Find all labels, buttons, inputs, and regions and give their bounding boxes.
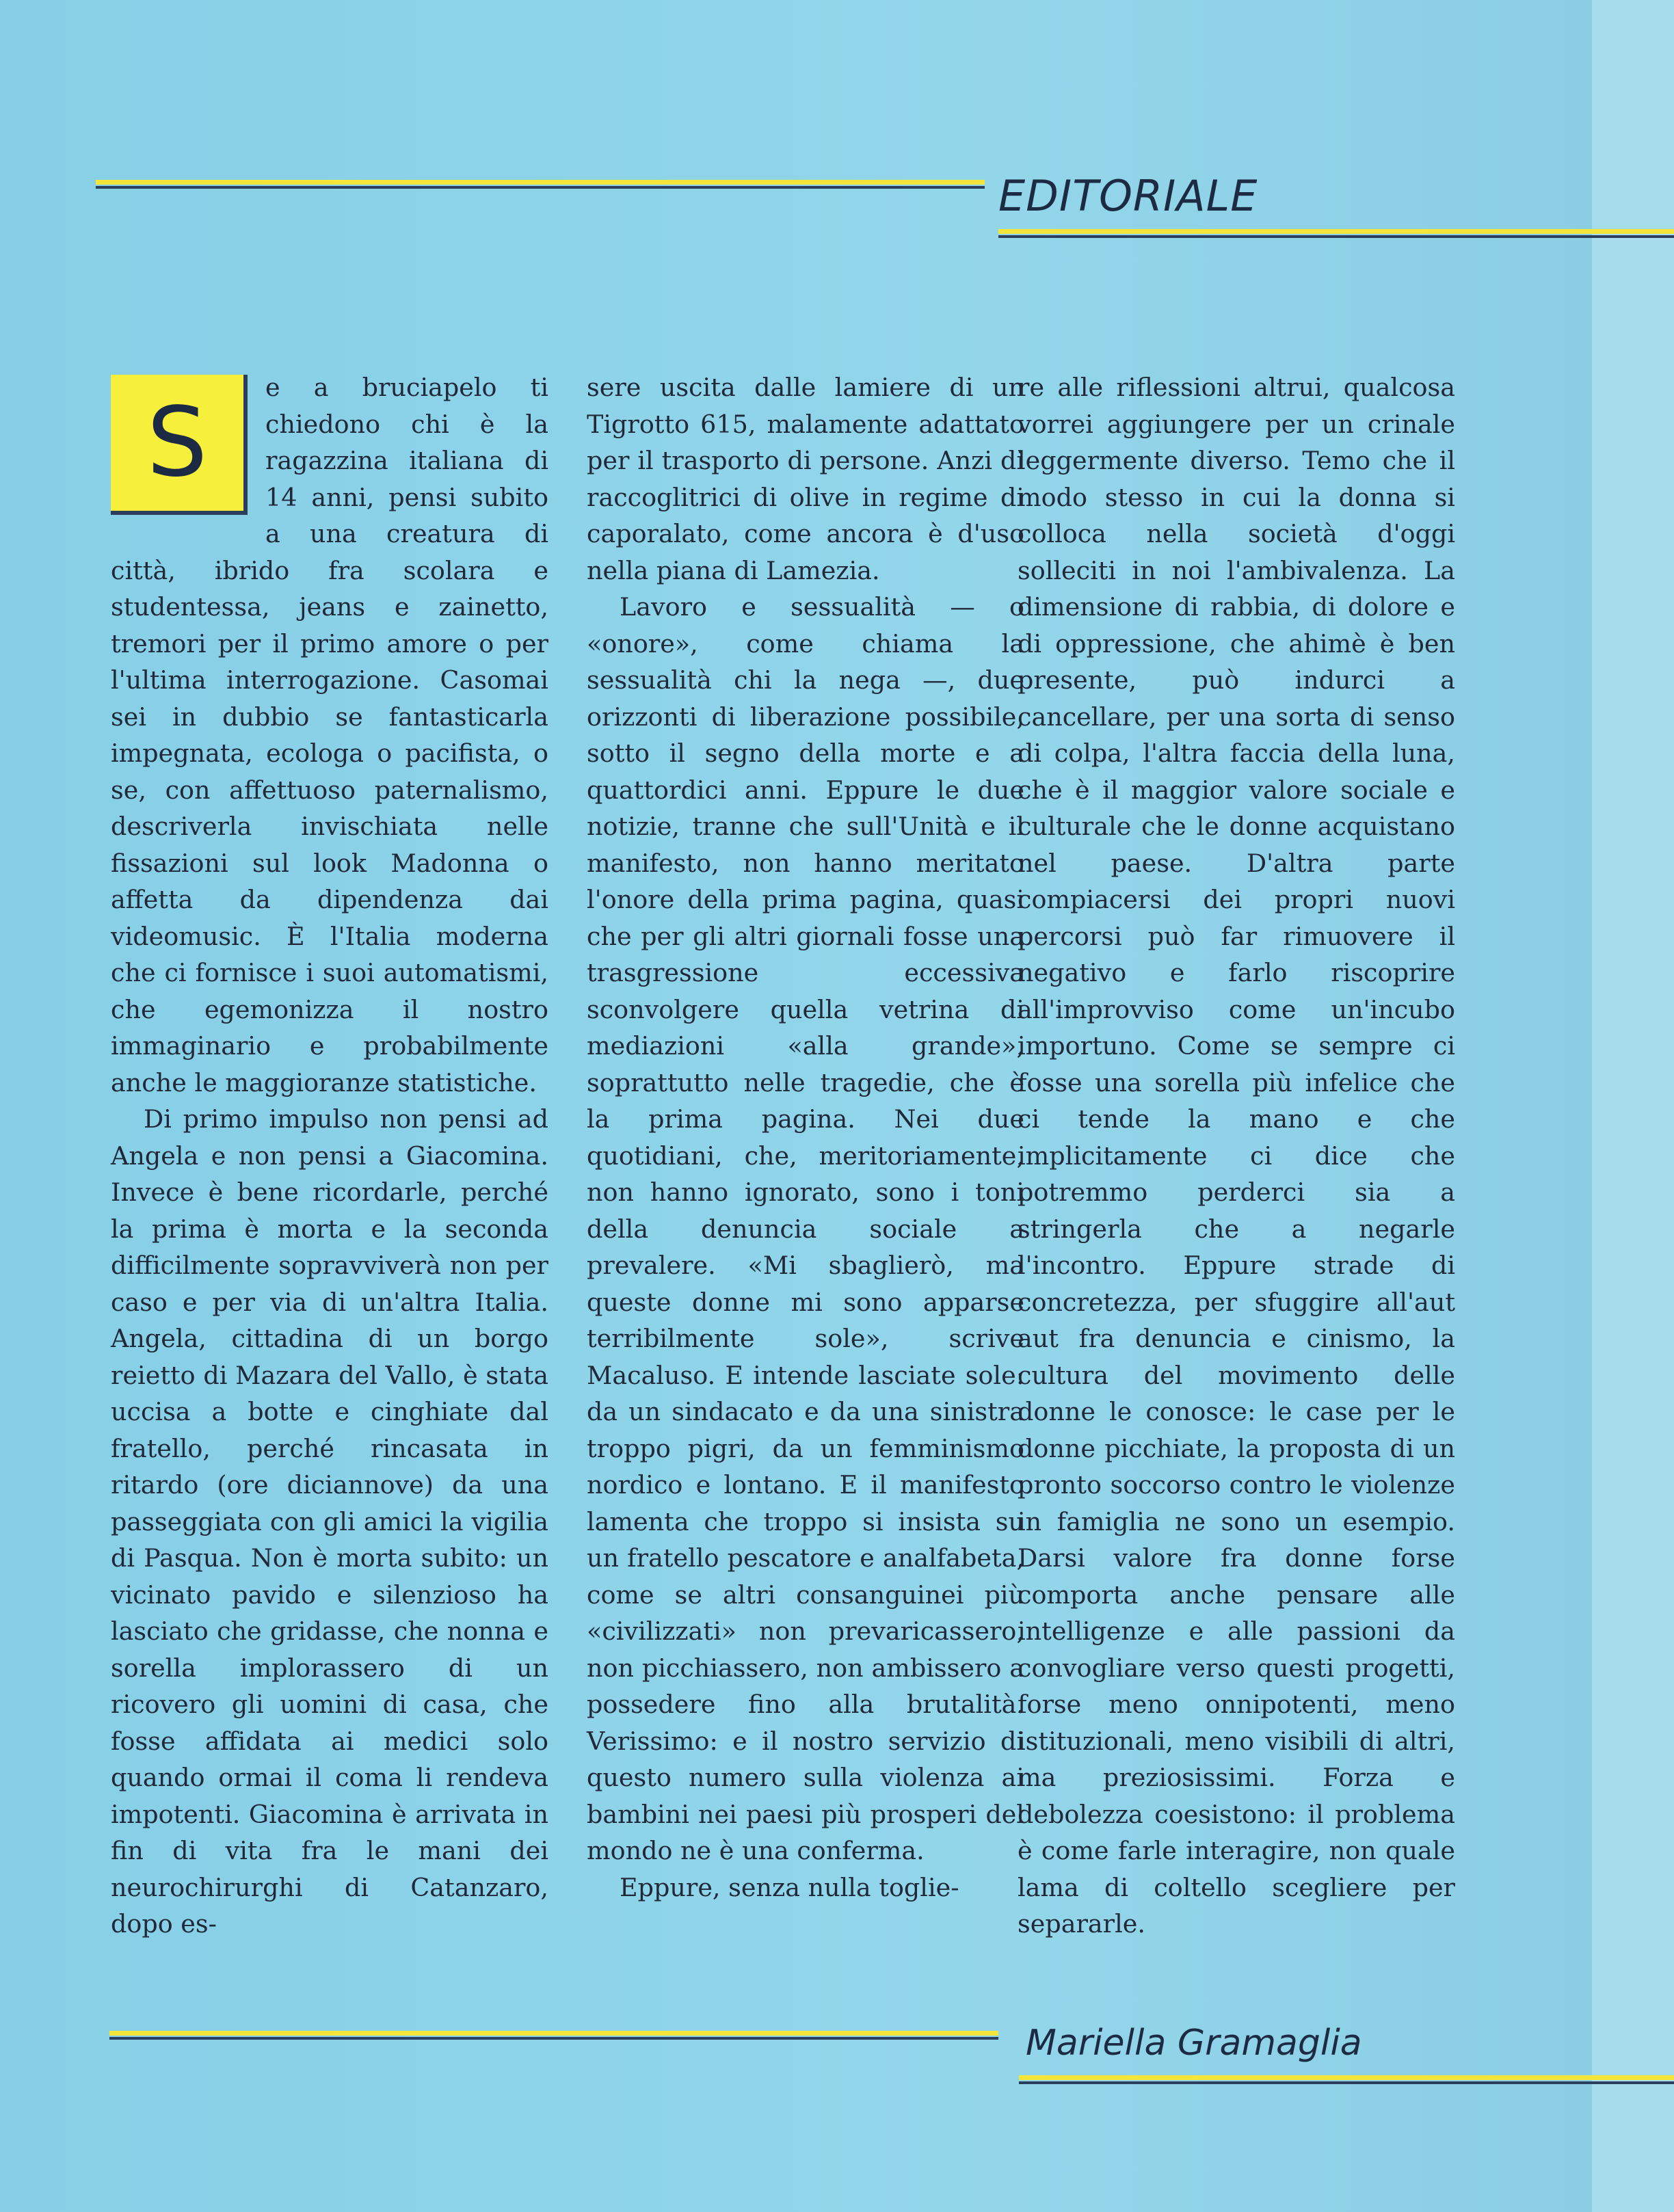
article-column-3 bbox=[1018, 369, 1455, 1943]
paragraph: Di primo impulso non pensi ad Angela e non pensi a Giacomina. Invece è bene ricordarle, perché la prima è morta e la seconda difficilmente sopravviverà non per caso e per via di un'altra Italia. Angela, cittadina di un borgo reietto di Mazara del Vallo, è stata uccisa a botte e cinghiate dal fratello, perché rincasata in ritardo (ore diciannove) da una passeggiata con gli amici la vigilia di Pasqua. Non è morta subito: un vicinato pavido e silenzioso ha lasciato che gridasse, che nonna e sorella implorassero di un ricovero gli uomini di casa, che fosse affidata ai medici solo quando ormai il coma li rendeva impotenti. Giacomina è arrivata in fin di vita fra le mani dei neurochirurghi di Catanzaro, dopo es- bbox=[111, 1104, 548, 1938]
paragraph: Lavoro e sessualità — o «onore», come chiama la sessualità chi la nega —, due orizzonti di liberazione possibile, sotto il segno della morte e a quattordici anni. Eppure le due notizie, tranne che sull'Unità e il manifesto, non hanno meritato l'onore della prima pagina, quasi che per gli altri giornali fosse una trasgressione eccessiva sconvolgere quella vetrina di mediazioni «alla grande», soprattutto nelle tragedie, che è la prima pagina. Nei due quotidiani, che, meritoriamente, non hanno ignorato, sono i toni della denuncia sociale a prevalere. «Mi sbaglierò, ma queste donne mi sono apparse terribilmente sole», scrive Macaluso. E intende lasciate sole: da un sindacato e da una sinistra troppo pigri, da un femminismo nordico e lontano. E il manifesto lamenta che troppo si insista su un fratello pescatore e analfabeta, come se altri consanguinei più «civilizzati» non prevaricassero, non picchiassero, non ambissero a possedere fino alla brutalità. Verissimo: e il nostro servizio di questo numero sulla violenza ai bambini nei paesi più prosperi del mondo ne è una conferma. bbox=[587, 592, 1024, 1865]
paragraph: sere uscita dalle lamiere di un Tigrotto 615, malamente adattato per il trasporto di persone. Anzi di raccoglitrici di olive in regime di caporalato, come ancora è d'uso nella piana di Lamezia. bbox=[587, 373, 1024, 585]
header-rule-left bbox=[96, 176, 985, 193]
section-title: EDITORIALE bbox=[998, 171, 1258, 221]
author-signature: Mariella Gramaglia bbox=[1026, 2023, 1362, 2064]
footer-rule-right bbox=[1019, 2072, 1674, 2088]
side-panel-strip bbox=[1592, 0, 1674, 2212]
article-column-1 bbox=[111, 369, 548, 1943]
paragraph: re alle riflessioni altrui, qualcosa vorrei aggiungere per un crinale leggermente diverso. Temo che il modo stesso in cui la donna si colloca nella società d'oggi solleciti in noi l'ambivalenza. La dimensione di rabbia, di dolore e di oppressione, che ahimè è ben presente, può indurci a cancellare, per una sorta di senso di colpa, l'altra faccia della luna, che è il maggior valore sociale e culturale che le donne acquistano nel paese. D'altra parte compiacersi dei propri nuovi percorsi può far rimuovere il negativo e farlo riscoprire all'improvviso come un'incubo importuno. Come se sempre ci fosse una sorella più infelice che ci tende la mano e che implicitamente ci dice che potremmo perderci sia a stringerla che a negarle l'incontro. Eppure strade di concretezza, per sfuggire all'aut aut fra denuncia e cinismo, la cultura del movimento delle donne le conosce: le case per le donne picchiate, la proposta di un pronto soccorso contro le violenze in famiglia ne sono un esempio. Darsi valore fra donne forse comporta anche pensare alle intelligenze e alle passioni da convogliare verso questi progetti, forse meno onnipotenti, meno istituzionali, meno visibili di altri, ma preziosissimi. Forza e debolezza coesistono: il problema è come farle interagire, non quale lama di coltello scegliere per separarle. bbox=[1018, 373, 1455, 1938]
drop-cap: S bbox=[111, 375, 248, 515]
paragraph: e a bruciapelo ti chiedono chi è la ragazzina italiana di 14 anni, pensi subito a una creatura di città, ibrido fra scolara e studentessa, jeans e zainetto, tremori per il primo amore o per l'ultima interrogazione. Casomai sei in dubbio se fantasticarla impegnata, ecologa o pacifista, o se, con affettuoso paternalismo, descriverla invischiata nelle fissazioni sul look Madonna o affetta da dipendenza dai videomusic. È l'Italia moderna che ci fornisce i suoi automatismi, che egemonizza il nostro immaginario e probabilmente anche le maggioranze statistiche. bbox=[111, 373, 548, 1097]
article-column-2 bbox=[587, 369, 1024, 1906]
footer-rule-left bbox=[109, 2027, 998, 2044]
paragraph: Eppure, senza nulla toglie- bbox=[620, 1872, 959, 1902]
header-rule-right bbox=[998, 226, 1674, 242]
